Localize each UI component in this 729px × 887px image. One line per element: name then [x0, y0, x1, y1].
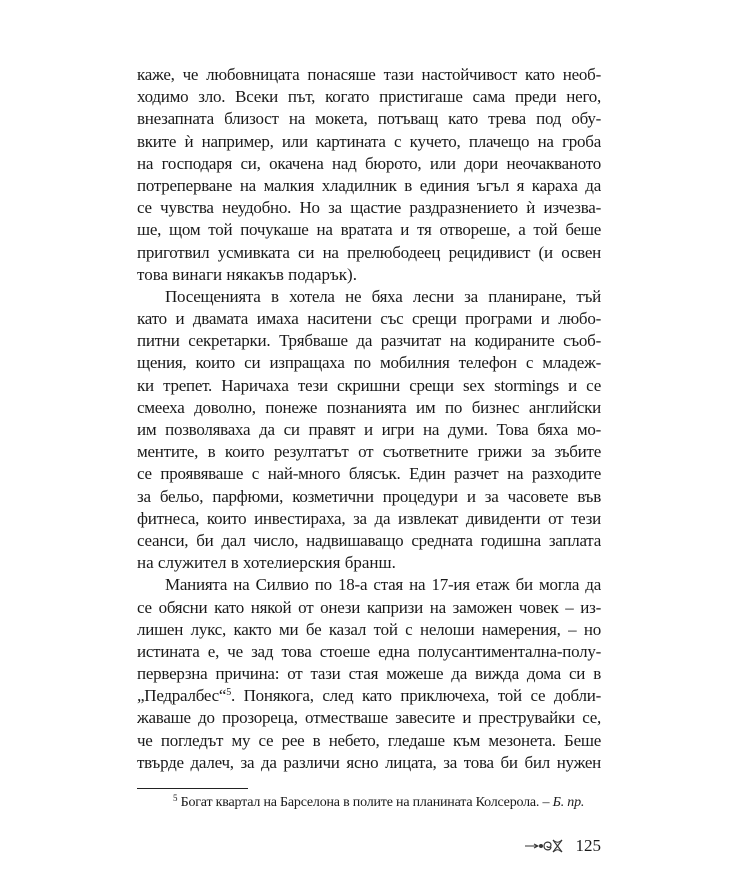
text-line: смееха доволно, понеже познанията им по бизнес английски: [137, 397, 601, 417]
text-line: се проявяваше с най-много блясък. Един разчет на разходите: [137, 464, 601, 484]
text-line: ходимо зло. Всеки път, когато пристигаше сама преди него,: [137, 87, 601, 107]
text-line: лишен лукс, както ми бе казал той с нелоши намерения, – но: [137, 619, 601, 639]
text-line: питни секретарки. Трябваше да разчитат на кодираните съоб-: [137, 331, 601, 351]
line-continuation: . Понякога, след като приключеха, той се добли-: [230, 686, 601, 706]
translator-note: – Б. пр.: [542, 795, 585, 810]
text-line: ше, щом той почукаше на вратата и тя отвореше, а той беше: [137, 220, 601, 240]
page-number: 125: [575, 836, 601, 855]
text-line: се обясни като някой от онези капризи на заможен човек – из-: [137, 597, 601, 617]
text-line-with-footnote-ref: [137, 685, 601, 707]
text-line: щения, които си изпращаха по мобилния телефон с младеж-: [137, 353, 601, 373]
text-line: им позволяваха да си правят и игри на думи. Това бяха мо-: [137, 420, 601, 439]
paragraph-start-line: Манията на Силвио по 18-а стая на 17-ия етаж би могла да: [165, 575, 601, 595]
text-line: че погледът му се рее в небето, гледаше към мезонета. Беше: [137, 730, 601, 750]
footnote-reference[interactable]: 5: [226, 687, 231, 699]
text-line: фитнеса, които инвестираха, за да извлекат дивиденти от тези: [137, 508, 601, 528]
text-line: за бельо, парфюми, козметични процедури и за часовете във: [137, 486, 601, 506]
text-line: вките ѝ например, или картината с кучето, плачещо на гроба: [137, 131, 601, 151]
place-name: „Педралбес“: [137, 686, 227, 706]
text-line: ки трепет. Наричаха тези скришни срещи sex stormings и се: [137, 375, 601, 395]
text-line: ментите, в които резултатът от съответните грижи за зъбите: [137, 442, 601, 462]
footnote-number: 5: [173, 793, 178, 803]
footnote-text: Богат квартал на Барселона в полите на планината Колсерола.: [180, 795, 540, 810]
text-line: това винаги някакъв подарък).: [137, 264, 357, 284]
page-footer: [524, 834, 602, 858]
text-line: като и двамата имаха наситени със срещи програми и любо-: [137, 309, 601, 329]
text-line: внезапната близост на мокета, потъващ като трева под обу-: [137, 109, 601, 129]
footnote: [173, 794, 601, 812]
text-line: на господаря си, окачена над бюрото, или дори неочакваното: [137, 153, 601, 173]
text-line: сеанси, би дал число, надвишаващо средната годишна заплата: [137, 530, 601, 550]
text-line: перверзна причина: от тази стая можеше да вижда дома си в: [137, 664, 601, 684]
text-line: истината е, че зад това стоеше една полусантиментална-полу-: [137, 641, 601, 661]
footnote-divider: [137, 788, 248, 789]
text-line: твърде далеч, за да различи ясно лицата, за това би бил нужен: [137, 752, 601, 772]
body-text: [137, 64, 601, 774]
text-line: потреперване на малкия хладилник в единия ъгъл я караха да: [137, 175, 601, 195]
fleuron-ornament-icon: [524, 838, 564, 854]
text-line: жаваше до прозореца, отместваше завесите и преструвайки се,: [137, 708, 601, 728]
text-line: каже, че любовницата понасяше тази настойчивост като необ-: [137, 65, 601, 84]
text-line: на служител в хотелиерския бранш.: [137, 553, 396, 573]
text-line: приготвил усмивката си на прелюбодеец рецидивист (и освен: [137, 242, 601, 262]
text-line: се чувства неудобно. Но за щастие раздразнението ѝ изчезва-: [137, 198, 601, 218]
paragraph-start-line: Посещенията в хотела не бяха лесни за планиране, тъй: [165, 286, 601, 306]
